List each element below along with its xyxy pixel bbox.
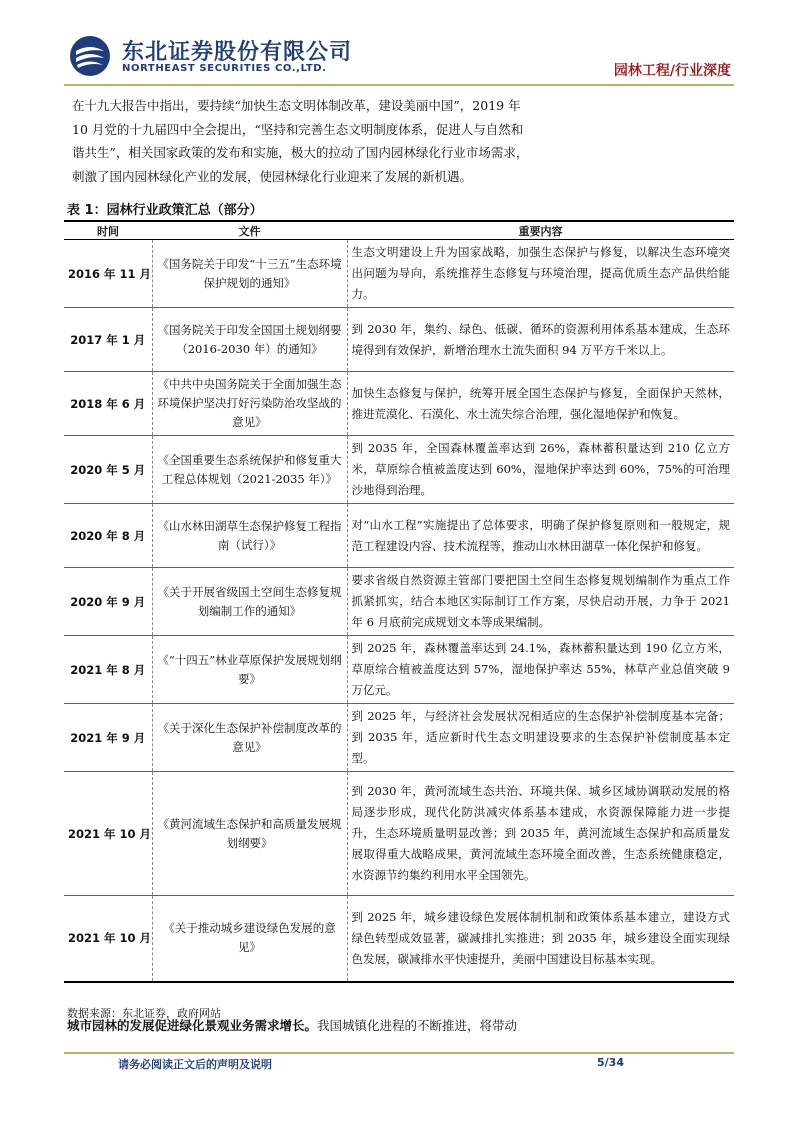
intro-line: 谐共生”，相关国家政策的发布和实施，极大的拉动了国内园林绿化行业市场需求， xyxy=(72,145,529,160)
cell-document: 《中共中央国务院关于全面加强生态环境保护坚决打好污染防治攻坚战的意见》 xyxy=(152,372,347,436)
table-row xyxy=(64,308,734,372)
cell-document: 《国务院关于印发“十三五”生态环境保护规划的通知》 xyxy=(152,240,347,308)
cell-time: 2017 年 1 月 xyxy=(64,308,152,372)
closing-bold-lead: 城市园林的发展促进绿化景观业务需求增长。 xyxy=(67,1018,318,1033)
table-row xyxy=(64,772,734,896)
cell-content: 生态文明建设上升为国家战略，加强生态保护与修复，以解决生态环境突出问题为导向，系统推荐生态修复与环境治理，提高优质生态产品供给能力。 xyxy=(347,240,734,308)
table-row xyxy=(64,704,734,772)
cell-time: 2018 年 6 月 xyxy=(64,372,152,436)
cell-time: 2016 年 11 月 xyxy=(64,240,152,308)
footer-divider xyxy=(64,1052,734,1054)
cell-time: 2021 年 9 月 xyxy=(64,704,152,772)
table-row xyxy=(64,436,734,504)
cell-document: 《国务院关于印发全国国土规划纲要（2016-2030 年）的通知》 xyxy=(152,308,347,372)
cell-time: 2021 年 10 月 xyxy=(64,772,152,896)
closing-paragraph xyxy=(67,1016,597,1034)
cell-content: 到 2025 年，城乡建设绿色发展体制机制和政策体系基本建立，建设方式绿色转型成效显著，碳减排扎实推进；到 2035 年，城乡建设全面实现绿色发展，碳减排水平快速提升，美丽中国建设目标基本实现。 xyxy=(347,896,734,982)
policy-table xyxy=(64,220,734,983)
cell-time: 2020 年 9 月 xyxy=(64,568,152,636)
intro-paragraph xyxy=(72,94,582,188)
cell-content: 对“山水工程”实施提出了总体要求，明确了保护修复原则和一般规定，规范工程建设内容、技术流程等，推动山水林田湖草一体化保护和修复。 xyxy=(347,504,734,568)
cell-content: 到 2030 年，集约、绿色、低碳、循环的资源利用体系基本建成，生态环境得到有效保护，新增治理水土流失面积 94 万平方千米以上。 xyxy=(347,308,734,372)
cell-content: 加快生态修复与保护，统筹开展全国生态保护与修复，全面保护天然林，推进荒漠化、石漠化、水土流失综合治理，强化湿地保护和恢复。 xyxy=(347,372,734,436)
cell-document: 《关于开展省级国土空间生态修复规划编制工作的通知》 xyxy=(152,568,347,636)
cell-content: 到 2035 年，全国森林覆盖率达到 26%，森林蓄积量达到 210 亿立方米，草原综合植被盖度达到 60%，湿地保护率达到 60%，75%的可治理沙地得到治理。 xyxy=(347,436,734,504)
company-logo-icon xyxy=(68,34,112,78)
disclaimer-note: 请务必阅读正文后的声明及说明 xyxy=(118,1058,272,1071)
data-source-note: 数据来源：东北证券，政府网站 xyxy=(67,1007,221,1020)
column-header-content: 重要内容 xyxy=(347,221,734,240)
cell-time: 2021 年 10 月 xyxy=(64,896,152,982)
table-row xyxy=(64,240,734,308)
intro-line: 10 月党的十九届四中全会提出，“坚持和完善生态文明制度体系，促进人与自然和 xyxy=(72,121,524,137)
cell-time: 2020 年 8 月 xyxy=(64,504,152,568)
cell-content: 到 2025 年，森林覆盖率达到 24.1%，森林蓄积量达到 190 亿立方米，草原综合植被盖度达到 57%，湿地保护率达 55%，林草产业总值突破 9 万亿元。 xyxy=(347,636,734,704)
intro-line: 刺激了国内园林绿化产业的发展，使园林绿化行业迎来了发展的新机遇。 xyxy=(72,168,473,184)
cell-content: 到 2030 年，黄河流域生态共治、环境共保、城乡区域协调联动发展的格局逐步形成，现代化防洪减灾体系基本建成，水资源保障能力进一步提升，生态环境质量明显改善；到 2035 年，黄河流域生态保护和高质量发展取得重大战略成果，黄河流域生态环境全面改善，生态系统健康稳定，水资源节约集约利用水平全国领先。 xyxy=(347,772,734,896)
company-name-en: NORTHEAST SECURITIES CO.,LTD. xyxy=(122,63,327,74)
cell-content: 要求省级自然资源主管部门要把国土空间生态修复规划编制作为重点工作抓紧抓实，结合本地区实际制订工作方案，尽快启动开展，力争于 2021 年 6 月底前完成规划文本等成果编制。 xyxy=(347,568,734,636)
company-name-cn: 东北证券股份有限公司 xyxy=(122,40,353,65)
cell-document: 《山水林田湖草生态保护修复工程指南（试行）》 xyxy=(152,504,347,568)
cell-document: 《关于深化生态保护补偿制度改革的意见》 xyxy=(152,704,347,772)
intro-line: 在十九大报告中指出，要持续“加快生态文明体制改革，建设美丽中国”，2019 年 xyxy=(72,98,521,113)
column-header-document: 文件 xyxy=(152,221,347,240)
cell-content: 到 2025 年，与经济社会发展状况相适应的生态保护补偿制度基本完备；到 2035 年，适应新时代生态文明建设要求的生态保护补偿制度基本定型。 xyxy=(347,704,734,772)
table-row xyxy=(64,568,734,636)
page-number: 5/34 xyxy=(597,1056,624,1069)
header-divider xyxy=(64,84,734,86)
table-row xyxy=(64,636,734,704)
table-row xyxy=(64,504,734,568)
cell-document: 《“十四五”林业草原保护发展规划纲要》 xyxy=(152,636,347,704)
cell-time: 2021 年 8 月 xyxy=(64,636,152,704)
page-header xyxy=(0,0,793,90)
cell-document: 《全国重要生态系统保护和修复重大工程总体规划（2021-2035 年）》 xyxy=(152,436,347,504)
table-title: 表 1：园林行业政策汇总（部分） xyxy=(67,203,263,218)
table-row xyxy=(64,372,734,436)
table-row xyxy=(64,896,734,982)
column-header-time: 时间 xyxy=(64,221,152,240)
report-category: 园林工程/行业深度 xyxy=(613,63,731,79)
table-header-row xyxy=(64,221,734,240)
closing-text: 我国城镇化进程的不断推进，将带动 xyxy=(317,1018,518,1033)
cell-document: 《黄河流域生态保护和高质量发展规划纲要》 xyxy=(152,772,347,896)
cell-document: 《关于推动城乡建设绿色发展的意见》 xyxy=(152,896,347,982)
cell-time: 2020 年 5 月 xyxy=(64,436,152,504)
